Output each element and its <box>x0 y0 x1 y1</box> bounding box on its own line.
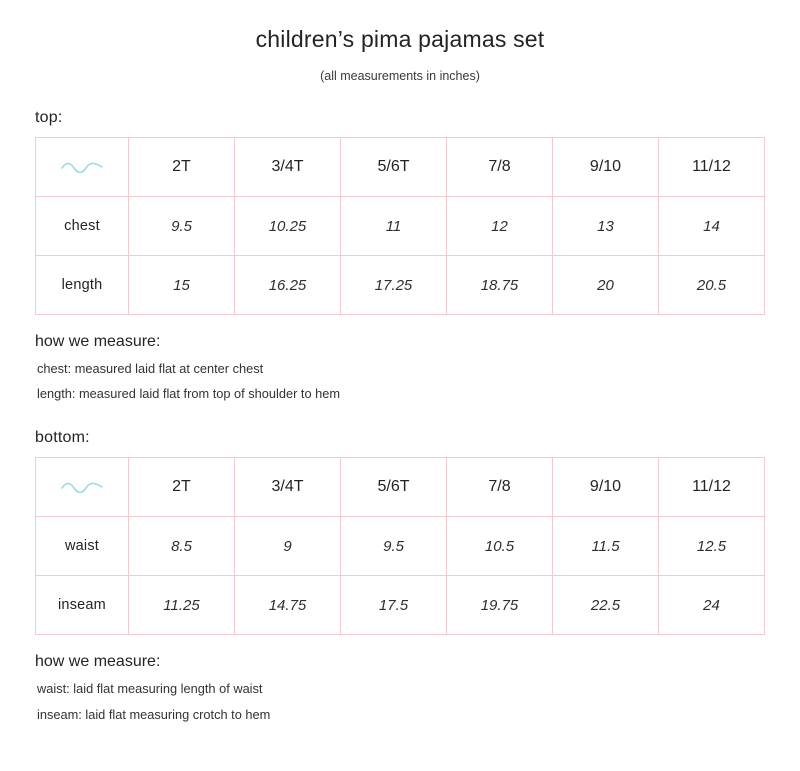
table-cell: 11.5 <box>553 517 659 576</box>
size-table-bottom <box>35 457 765 635</box>
section-label-top: top: <box>35 109 63 126</box>
column-header: 5/6T <box>341 138 447 197</box>
table-cell: 20 <box>553 256 659 315</box>
table-cell: 13 <box>553 197 659 256</box>
section-top <box>35 109 765 403</box>
table-cell: 24 <box>659 576 765 635</box>
size-chart-page <box>0 26 800 771</box>
column-header: 3/4T <box>235 458 341 517</box>
table-cell: 18.75 <box>447 256 553 315</box>
table-cell: 17.5 <box>341 576 447 635</box>
table-cell: 9.5 <box>129 197 235 256</box>
column-header: 9/10 <box>553 458 659 517</box>
section-label-bottom: bottom: <box>35 429 90 447</box>
column-header: 9/10 <box>553 138 659 197</box>
wave-icon <box>60 481 104 493</box>
table-cell: 8.5 <box>129 517 235 576</box>
table-row <box>36 197 765 256</box>
table-cell: 15 <box>129 256 235 315</box>
how-we-measure-line: waist: laid flat measuring length of waist <box>37 681 263 697</box>
how-we-measure-title-top: how we measure: <box>35 333 161 350</box>
column-header: 11/12 <box>659 138 765 197</box>
table-row <box>36 256 765 315</box>
column-header: 7/8 <box>447 138 553 197</box>
row-label: inseam <box>36 576 129 635</box>
row-label: length <box>36 256 129 315</box>
table-cell: 11.25 <box>129 576 235 635</box>
table-header-row <box>36 138 765 197</box>
wave-icon <box>60 161 104 173</box>
table-cell: 19.75 <box>447 576 553 635</box>
table-cell: 9.5 <box>341 517 447 576</box>
corner-cell <box>36 458 129 517</box>
column-header: 3/4T <box>235 138 341 197</box>
how-we-measure-line: length: measured laid flat from top of shoulder to hem <box>37 386 341 402</box>
how-we-measure-line: chest: measured laid flat at center chest <box>37 361 264 376</box>
column-header: 7/8 <box>447 458 553 517</box>
table-cell: 16.25 <box>235 256 341 315</box>
row-label: chest <box>36 197 129 256</box>
table-cell: 9 <box>235 517 341 576</box>
table-cell: 22.5 <box>553 576 659 635</box>
column-header: 2T <box>129 458 235 517</box>
table-cell: 12.5 <box>659 517 765 576</box>
size-table-top <box>35 137 765 315</box>
table-cell: 10.25 <box>235 197 341 256</box>
page-subtitle: (all measurements in inches) <box>320 69 480 83</box>
table-cell: 11 <box>341 197 447 256</box>
table-header-row <box>36 458 765 517</box>
how-we-measure-line: inseam: laid flat measuring crotch to hem <box>37 706 271 722</box>
table-cell: 14 <box>659 197 765 256</box>
column-header: 2T <box>129 138 235 197</box>
table-cell: 14.75 <box>235 576 341 635</box>
corner-cell <box>36 138 129 197</box>
table-cell: 10.5 <box>447 517 553 576</box>
table-row <box>36 517 765 576</box>
table-row <box>36 576 765 635</box>
how-we-measure-title-bottom: how we measure: <box>35 653 161 671</box>
page-title: children’s pima pajamas set <box>255 26 545 52</box>
table-cell: 12 <box>447 197 553 256</box>
column-header: 11/12 <box>659 458 765 517</box>
table-cell: 20.5 <box>659 256 765 315</box>
table-cell: 17.25 <box>341 256 447 315</box>
row-label: waist <box>36 517 129 576</box>
column-header: 5/6T <box>341 458 447 517</box>
section-bottom <box>35 429 765 723</box>
